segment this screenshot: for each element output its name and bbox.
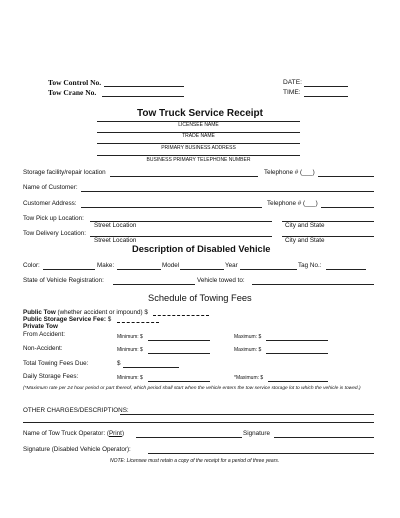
licensee-name-label: LICENSEE NAME bbox=[178, 122, 219, 128]
public-tow-row bbox=[23, 309, 148, 316]
business-phone-label: BUSINESS PRIMARY TELEPHONE NUMBER bbox=[146, 157, 251, 163]
business-address-label: PRIMARY BUSINESS ADDRESS bbox=[161, 145, 236, 151]
customer-name-field[interactable] bbox=[81, 191, 374, 192]
daily-storage-max-label: *Maximum: $ bbox=[234, 375, 264, 381]
footnote: (*Maximum rate per 24 hour period or part thereof, which period shall start when the vehicle enters the tow service storage lot to which the vehicle is towed.) bbox=[23, 386, 361, 391]
color-label: Color: bbox=[23, 262, 40, 269]
make-field[interactable] bbox=[117, 269, 161, 270]
operator-name-row bbox=[23, 430, 124, 437]
delivery-label: Tow Delivery Location: bbox=[23, 230, 86, 237]
from-accident-max-label: Maximum: $ bbox=[234, 334, 262, 340]
public-storage-label: Public Storage Service Fee: bbox=[23, 316, 106, 323]
color-field[interactable] bbox=[43, 269, 95, 270]
non-accident-max-label: Maximum: $ bbox=[234, 347, 262, 353]
operator-name-field[interactable] bbox=[136, 437, 242, 438]
state-registration-field[interactable] bbox=[113, 284, 195, 285]
telephone-2-label: Telephone # (___) bbox=[267, 200, 318, 207]
public-storage-sign: $ bbox=[107, 316, 112, 323]
operator-name-label: Name of Tow Truck Operator: ( bbox=[23, 430, 109, 437]
public-tow-label: Public Tow bbox=[23, 309, 56, 316]
time-field[interactable] bbox=[304, 96, 348, 97]
public-tow-amount-field[interactable] bbox=[153, 310, 209, 316]
total-due-label: Total Towing Fees Due: bbox=[23, 360, 89, 367]
tow-crane-field[interactable] bbox=[102, 96, 184, 97]
year-field[interactable] bbox=[240, 269, 297, 270]
telephone-1-label: Telephone # (___) bbox=[264, 169, 315, 176]
trade-name-label: TRADE NAME bbox=[182, 133, 215, 139]
non-accident-max-field[interactable] bbox=[266, 353, 328, 354]
private-tow-label: Private Tow bbox=[23, 323, 58, 330]
year-label: Year bbox=[225, 262, 238, 269]
from-accident-max-field[interactable] bbox=[266, 340, 328, 341]
tow-control-field[interactable] bbox=[104, 86, 184, 87]
telephone-1-field[interactable] bbox=[318, 176, 374, 177]
model-field[interactable] bbox=[180, 269, 224, 270]
disabled-operator-label: Signature (Disabled Vehicle Operator): bbox=[23, 446, 131, 453]
non-accident-min-label: Minimum: $ bbox=[117, 347, 143, 353]
daily-storage-max-field[interactable] bbox=[268, 381, 328, 382]
other-charges-label: OTHER CHARGES/DESCRIPTIONS: bbox=[23, 407, 129, 414]
towed-to-label: Vehicle towed to: bbox=[197, 277, 245, 284]
tow-control-label: Tow Control No. bbox=[48, 78, 102, 87]
total-due-field[interactable] bbox=[123, 367, 179, 368]
public-storage-row bbox=[23, 316, 111, 323]
tow-crane-label: Tow Crane No. bbox=[48, 88, 97, 97]
street-location-2: Street Location bbox=[94, 237, 137, 244]
business-phone-field[interactable] bbox=[97, 155, 300, 156]
daily-storage-min-label: Minimum: $ bbox=[117, 375, 143, 381]
vehicle-heading: Description of Disabled Vehicle bbox=[132, 244, 271, 254]
retention-note: NOTE: Licensee must retain a copy of the receipt for a period of three years. bbox=[110, 458, 280, 464]
from-accident-min-label: Minimum: $ bbox=[117, 334, 143, 340]
non-accident-label: Non-Accident: bbox=[23, 345, 63, 352]
page-title: Tow Truck Service Receipt bbox=[137, 108, 263, 119]
customer-name-label: Name of Customer: bbox=[23, 184, 78, 191]
daily-storage-label: Daily Storage Fees: bbox=[23, 373, 79, 380]
business-address-field[interactable] bbox=[97, 143, 300, 144]
make-label: Make: bbox=[97, 262, 115, 269]
date-label: DATE: bbox=[283, 79, 302, 86]
from-accident-min-field[interactable] bbox=[148, 340, 210, 341]
public-tow-note: (whether accident or impound) $ bbox=[57, 309, 148, 316]
date-field[interactable] bbox=[304, 86, 348, 87]
signature-field[interactable] bbox=[274, 437, 374, 438]
city-state-2: City and State bbox=[285, 237, 325, 244]
customer-address-field[interactable] bbox=[81, 207, 262, 208]
daily-storage-min-field[interactable] bbox=[148, 381, 210, 382]
telephone-2-field[interactable] bbox=[321, 207, 374, 208]
city-state-1: City and State bbox=[285, 222, 325, 229]
storage-facility-field[interactable] bbox=[110, 176, 258, 177]
print-word: Print bbox=[108, 430, 122, 437]
street-location-1: Street Location bbox=[94, 222, 137, 229]
towed-to-field[interactable] bbox=[252, 284, 374, 285]
disabled-operator-signature-field[interactable] bbox=[148, 453, 374, 454]
model-label: Model bbox=[162, 262, 180, 269]
non-accident-min-field[interactable] bbox=[148, 353, 210, 354]
fees-heading: Schedule of Towing Fees bbox=[148, 293, 252, 303]
customer-address-label: Customer Address: bbox=[23, 200, 77, 207]
total-due-sign: $ bbox=[117, 360, 121, 367]
operator-name-close: ) bbox=[121, 430, 125, 437]
public-storage-amount-field[interactable] bbox=[117, 317, 159, 323]
storage-facility-label: Storage facility/repair location bbox=[23, 169, 106, 176]
time-label: TIME: bbox=[283, 89, 301, 96]
signature-label: Signature bbox=[243, 430, 270, 437]
tag-label: Tag No.: bbox=[298, 262, 322, 269]
pickup-label: Tow Pick up Location: bbox=[23, 215, 84, 222]
other-charges-field-2[interactable] bbox=[23, 422, 374, 423]
other-charges-field-1[interactable] bbox=[120, 414, 374, 415]
tag-field[interactable] bbox=[326, 269, 366, 270]
from-accident-label: From Accident: bbox=[23, 331, 65, 338]
state-registration-label: State of Vehicle Registration: bbox=[23, 277, 104, 284]
